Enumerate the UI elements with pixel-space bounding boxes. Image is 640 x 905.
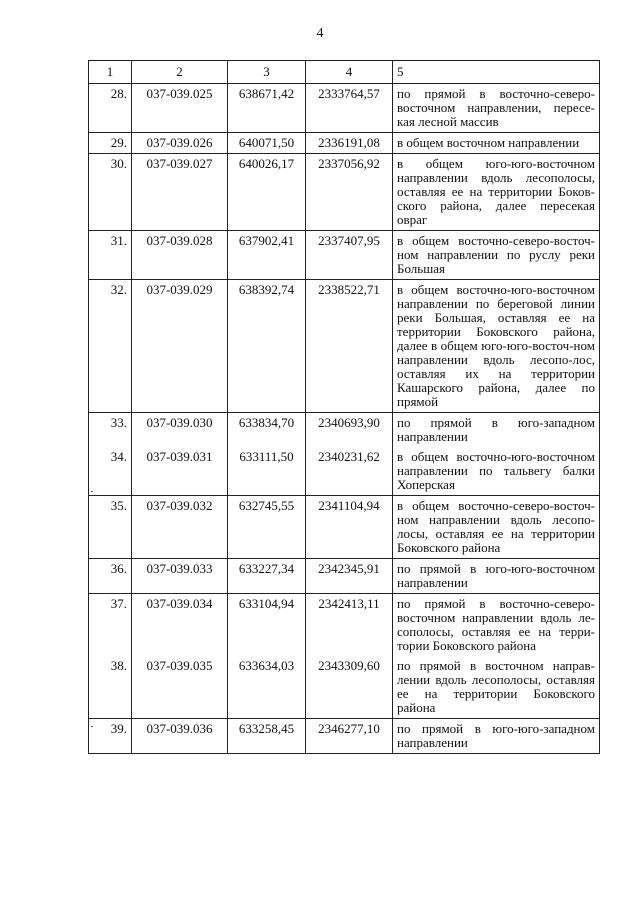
table-row bbox=[89, 559, 600, 594]
point-number: 35. bbox=[89, 496, 132, 559]
point-code: 037-039.034 bbox=[132, 594, 228, 657]
column-header: 4 bbox=[306, 61, 393, 84]
coordinate-x: 633227,34 bbox=[228, 559, 306, 594]
point-code: 037-039.025 bbox=[132, 84, 228, 133]
coordinate-y: 2343309,60 bbox=[306, 656, 393, 719]
point-number: 32. bbox=[89, 280, 132, 413]
coordinate-y: 2337056,92 bbox=[306, 154, 393, 231]
boundary-description: в общем юго-юго-восточном направлении вдоль лесополосы, оставляя ее на территории Боков-ского района, далее пересекая овраг bbox=[393, 154, 600, 231]
boundary-description: в общем восточном направлении bbox=[393, 133, 600, 154]
boundary-description: по прямой в юго-западном направлении bbox=[393, 413, 600, 448]
table-header-row bbox=[89, 61, 600, 84]
scan-mark bbox=[91, 491, 93, 492]
point-number: 36. bbox=[89, 559, 132, 594]
point-number: 29. bbox=[89, 133, 132, 154]
point-number: 38. bbox=[89, 656, 132, 719]
point-code: 037-039.028 bbox=[132, 231, 228, 280]
coordinate-x: 633634,03 bbox=[228, 656, 306, 719]
boundary-description: по прямой в восточно-северо-восточном направлении, пересе-кая лесной массив bbox=[393, 84, 600, 133]
coordinate-y: 2337407,95 bbox=[306, 231, 393, 280]
point-code: 037-039.026 bbox=[132, 133, 228, 154]
point-code: 037-039.035 bbox=[132, 656, 228, 719]
coordinate-y: 2340231,62 bbox=[306, 447, 393, 496]
boundary-description: в общем восточно-юго-восточном направлении по береговой линии реки Большая, оставляя ее на территории Боковского района, далее в общем юго-юго-восточ-ном направлении вдоль лесопо-лос, оставляя их на территории Кашарского района, далее по прямой bbox=[393, 280, 600, 413]
table-row bbox=[89, 231, 600, 280]
point-code: 037-039.027 bbox=[132, 154, 228, 231]
table-row bbox=[89, 719, 600, 754]
point-number: 31. bbox=[89, 231, 132, 280]
table-row bbox=[89, 84, 600, 133]
point-code: 037-039.033 bbox=[132, 559, 228, 594]
coordinate-x: 632745,55 bbox=[228, 496, 306, 559]
point-code: 037-039.036 bbox=[132, 719, 228, 754]
boundary-description: по прямой в восточно-северо-восточном направлении вдоль ле-сополосы, оставляя ее на терри-тории Боковского района bbox=[393, 594, 600, 657]
point-number: 34. bbox=[89, 447, 132, 496]
column-header: 2 bbox=[132, 61, 228, 84]
coordinate-x: 633834,70 bbox=[228, 413, 306, 448]
point-number: 33. bbox=[89, 413, 132, 448]
coordinate-y: 2346277,10 bbox=[306, 719, 393, 754]
boundary-description: в общем восточно-юго-восточном направлении по тальвегу балки Хоперская bbox=[393, 447, 600, 496]
coordinate-x: 640026,17 bbox=[228, 154, 306, 231]
coordinate-x: 638671,42 bbox=[228, 84, 306, 133]
boundary-description: в общем восточно-северо-восточ-ном направлении вдоль лесопо-лосы, оставляя ее на территории Боковского района bbox=[393, 496, 600, 559]
coordinate-x: 637902,41 bbox=[228, 231, 306, 280]
page-number: 4 bbox=[316, 26, 324, 41]
table-row bbox=[89, 496, 600, 559]
coordinate-y: 2338522,71 bbox=[306, 280, 393, 413]
column-header: 1 bbox=[89, 61, 132, 84]
coordinate-y: 2336191,08 bbox=[306, 133, 393, 154]
point-number: 37. bbox=[89, 594, 132, 657]
coordinate-x: 633104,94 bbox=[228, 594, 306, 657]
coordinate-x: 633111,50 bbox=[228, 447, 306, 496]
column-header: 5 bbox=[393, 61, 600, 84]
point-number: 28. bbox=[89, 84, 132, 133]
boundary-description: по прямой в восточном направ-лении вдоль лесополосы, оставляя ее на территории Боковского района bbox=[393, 656, 600, 719]
boundary-description: по прямой в юго-юго-западном направлении bbox=[393, 719, 600, 754]
coordinate-y: 2340693,90 bbox=[306, 413, 393, 448]
coordinate-y: 2341104,94 bbox=[306, 496, 393, 559]
coordinate-x: 640071,50 bbox=[228, 133, 306, 154]
table-row bbox=[89, 413, 600, 448]
boundary-description: по прямой в юго-юго-восточном направлении bbox=[393, 559, 600, 594]
coordinate-y: 2342345,91 bbox=[306, 559, 393, 594]
point-code: 037-039.032 bbox=[132, 496, 228, 559]
point-number: 30. bbox=[89, 154, 132, 231]
point-code: 037-039.031 bbox=[132, 447, 228, 496]
boundary-points-table bbox=[88, 60, 600, 754]
coordinate-x: 633258,45 bbox=[228, 719, 306, 754]
table-row bbox=[89, 447, 600, 496]
point-number: 39. bbox=[89, 719, 132, 754]
table-row bbox=[89, 154, 600, 231]
coordinate-y: 2333764,57 bbox=[306, 84, 393, 133]
coordinate-x: 638392,74 bbox=[228, 280, 306, 413]
boundary-description: в общем восточно-северо-восточ-ном направлении по руслу реки Большая bbox=[393, 231, 600, 280]
point-code: 037-039.030 bbox=[132, 413, 228, 448]
table-row bbox=[89, 594, 600, 657]
table-row bbox=[89, 280, 600, 413]
point-code: 037-039.029 bbox=[132, 280, 228, 413]
scan-mark bbox=[91, 726, 93, 727]
coordinate-y: 2342413,11 bbox=[306, 594, 393, 657]
column-header: 3 bbox=[228, 61, 306, 84]
table-row bbox=[89, 656, 600, 719]
table-row bbox=[89, 133, 600, 154]
